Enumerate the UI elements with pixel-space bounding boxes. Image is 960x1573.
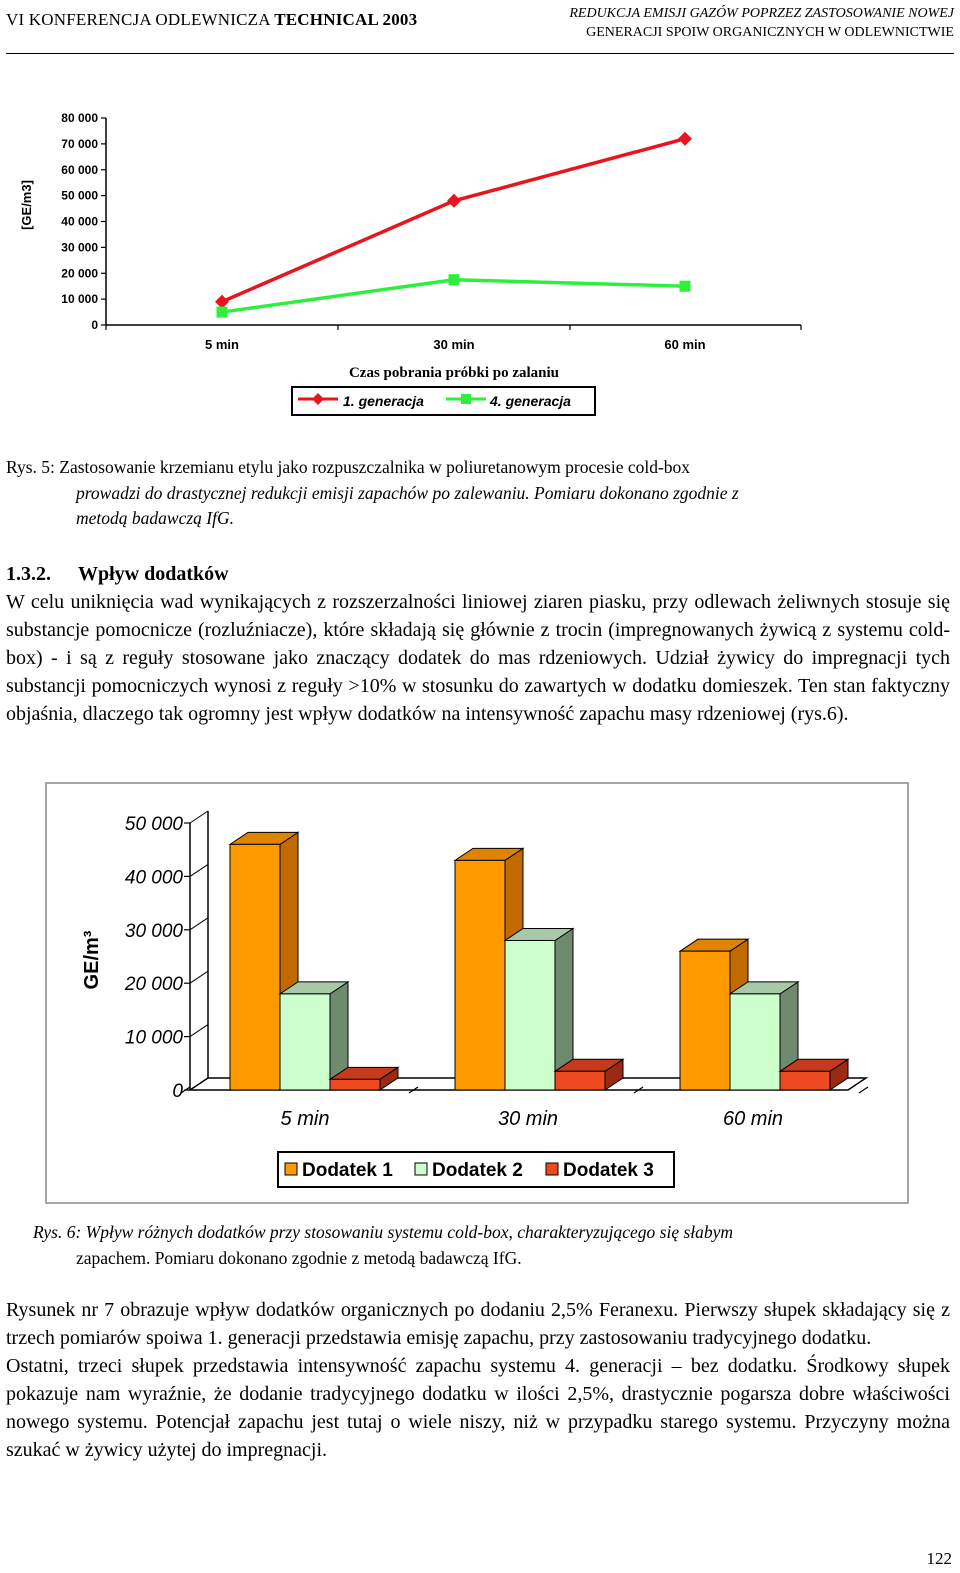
section-number: 1.3.2.: [6, 563, 51, 585]
x-tick-label: 30 min: [433, 337, 475, 352]
legend-label-series-2: 4. generacja: [490, 393, 571, 409]
y-tick-label: 10 000: [124, 1027, 183, 1049]
x-tick-labels: [205, 337, 706, 352]
figure-5-label: Rys. 5:: [6, 457, 55, 477]
legend-label-series-3: Dodatek 3: [563, 1160, 654, 1181]
header-conference-name: VI KONFERENCJA ODLEWNICZA: [6, 10, 270, 29]
x-tick-label: 5 min: [205, 337, 239, 352]
header-paper-title: [569, 4, 954, 42]
legend-label-series-1: Dodatek 1: [302, 1160, 393, 1181]
y-tick-label: 20 000: [124, 974, 183, 996]
y-tick-label: 30 000: [124, 920, 183, 942]
y-tick-label: 50 000: [61, 188, 98, 203]
y-axis-label: [GE/m3]: [19, 180, 34, 230]
y-tick-labels: [61, 111, 98, 332]
y-tick-label: 60 000: [61, 162, 98, 177]
y-tick-label: 70 000: [61, 136, 98, 151]
section-heading: [6, 560, 950, 588]
bar-3: [780, 1071, 830, 1090]
bar-1: [455, 860, 505, 1090]
data-point-diamond: [678, 132, 692, 146]
y-tick-label: 40 000: [61, 214, 98, 229]
data-point-square: [449, 274, 460, 285]
figure-6-caption: [6, 1220, 950, 1271]
header-conference-year: TECHNICAL 2003: [274, 10, 418, 29]
figure-6-caption-line1: Rys. 6: Wpływ różnych dodatków przy stosowaniu systemu cold-box, charakteryzującego się słabym: [33, 1222, 734, 1242]
bar-1: [230, 844, 280, 1090]
legend-label-series-1: 1. generacja: [343, 393, 424, 409]
figure-5-caption-line2: prowadzi do drastycznej redukcji emisji zapachów po zalewaniu. Pomiaru dokonano zgodnie z: [76, 482, 739, 503]
y-tick-label: 0: [172, 1081, 183, 1102]
legend-label-series-2: Dodatek 2: [432, 1160, 523, 1181]
bar-2: [280, 994, 330, 1090]
bar-2: [505, 940, 555, 1090]
x-tick-label: 30 min: [497, 1108, 559, 1130]
legend-swatch-series-1: [285, 1163, 297, 1175]
section-1-3-2: [6, 560, 950, 728]
bar-1: [680, 951, 730, 1090]
figure-5-caption-line3: metodą badawczą IfG.: [76, 508, 234, 528]
y-tick-label: 50 000: [124, 814, 183, 835]
y-tick-label: 20 000: [61, 266, 98, 281]
section-paragraph: W celu uniknięcia wad wynikających z rozszerzalności liniowej ziaren piasku, przy odlewach żeliwnych stosuje się substancje pomocnicze (rozluźniacze), które składają się głównie z trocin (impregnowanych żywicą z systemu cold-box) - i są z reguły stosowane jako znaczący dodatek do mas rdzeniowych. Udział żywicy do impregnacji tych substancji pomocniczych wynosi z reguły >10% w stosunku do zawartych w dodatku domieszek. Ten stan faktyczny objaśnia, dlaczego tak ogromny jest wpływ dodatków na intensywność zapachu masy rdzeniowej (rys.6).: [6, 591, 950, 725]
x-axis-label: Czas pobrania próbki po zalaniu: [348, 365, 560, 381]
x-tick-label: 5 min: [280, 1108, 330, 1130]
chart-legend: [292, 387, 595, 415]
data-point-diamond: [447, 194, 461, 208]
legend-marker-square: [461, 394, 471, 404]
body-paragraph-1: Rysunek nr 7 obrazuje wpływ dodatków organicznych po dodaniu 2,5% Feranexu. Pierwszy słupek składający się z trzech pomiarów spoiwa 1. generacji przedstawia emisję zapachu, przy zastosowaniu tradycyjnego dodatku.: [6, 1299, 950, 1349]
header-conference-title: [6, 10, 417, 30]
chart-axes: [101, 118, 801, 330]
line-chart-figure-5: [0, 100, 960, 430]
header-paper-title-line1: REDUKCJA EMISJI GAZÓW POPRZEZ ZASTOSOWANIE NOWEJ: [569, 6, 954, 21]
body-paragraph-2: Ostatni, trzeci słupek przedstawia intensywność zapachu systemu 4. generacji – bez dodatku. Środkowy słupek pokazuje nam wyraźnie, że dodanie tradycyjnego dodatku w ilości 2,5%, drastycznie pogarsza dobre właściwości nowego systemu. Potencjał zapachu jest tutaj o wiele niszy, niż w przypadku starego systemu. Przyczyny można szukać w żywicy użytej do impregnacji.: [6, 1355, 950, 1461]
chart-series: [215, 132, 692, 318]
chart-legend: [278, 1152, 674, 1187]
x-tick-label: 60 min: [664, 337, 706, 352]
figure-5-caption: [6, 455, 950, 532]
y-tick-label: 40 000: [124, 867, 183, 889]
legend-swatch-series-2: [415, 1163, 427, 1175]
x-tick-label: 60 min: [722, 1108, 784, 1130]
legend-swatch-series-3: [546, 1163, 558, 1175]
bar-3: [330, 1079, 380, 1090]
bar-2: [730, 994, 780, 1090]
header-divider: [6, 53, 954, 54]
figure-5-caption-text: Zastosowanie krzemianu etylu jako rozpuszczalnika w poliuretanowym procesie cold-box: [59, 457, 691, 477]
y-tick-label: 10 000: [61, 292, 98, 307]
figure-6-caption-line2: zapachem. Pomiaru dokonano zgodnie z metodą badawczą IfG.: [76, 1247, 522, 1268]
body-text: [6, 1296, 950, 1464]
figure-5-caption-line1: [6, 457, 690, 477]
y-tick-label: 80 000: [61, 111, 98, 125]
y-tick-label: 30 000: [61, 240, 98, 255]
bar-chart-figure-6: [0, 770, 960, 1210]
y-axis-label: GE/m³: [81, 930, 103, 990]
header-paper-title-line2: GENERACJI SPOIW ORGANICZNYCH W ODLEWNICTWIE: [586, 25, 954, 40]
data-point-square: [217, 307, 228, 318]
data-point-square: [680, 281, 691, 292]
bar-3: [555, 1071, 605, 1090]
y-tick-label: 0: [91, 318, 98, 332]
section-title: Wpływ dodatków: [78, 563, 229, 585]
page-number: 122: [926, 1549, 952, 1568]
